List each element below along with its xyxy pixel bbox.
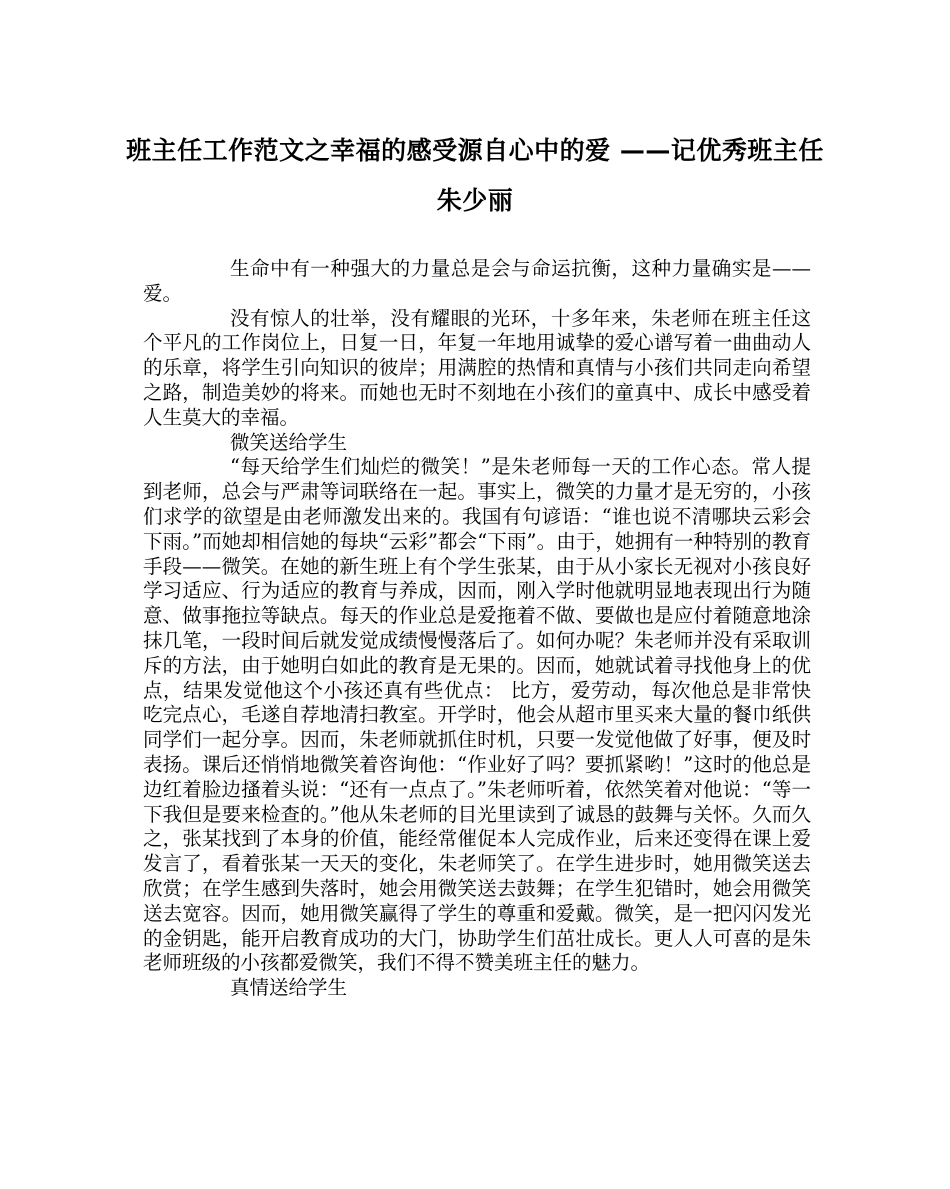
section-heading-smile: 微笑送给学生 [230, 430, 348, 454]
section-heading-sincerity: 真情送给学生 [230, 976, 348, 1000]
paragraph-overview: 没有惊人的壮举，没有耀眼的光环，十多年来，朱老师在班主任这个平凡的工作岗位上，日复一日，年复一年地用诚挚的爱心谱写着一曲曲动人的乐章，将学生引向知识的彼岸；用满腔的热情和真情与小孩们共同走向希望之路，制造美妙的将来。而她也无时不刻地在小孩们的童真中、成长中感受着人生莫大的幸福。 [143, 306, 811, 429]
paragraph-smile-story: “每天给学生们灿烂的微笑！”是朱老师每一天的工作心态。常人提到老师，总会与严肃等词联络在一起。事实上，微笑的力量才是无穷的，小孩们求学的欲望是由老师激发出来的。我国有句谚语：“谁也说不清哪块云彩会下雨。”而她却相信她的每块“云彩”都会“下雨”。由于，她拥有一种特别的教育手段——微笑。在她的新生班上有个学生张某，由于从小家长无视对小孩良好学习适应、行为适应的教育与养成，因而，刚入学时他就明显地表现出行为随意、做事拖拉等缺点。每天的作业总是爱拖着不做、要做也是应付着随意地涂抹几笔，一段时间后就发觉成绩慢慢落后了。如何办呢？朱老师并没有采取训斥的方法，由于她明白如此的教育是无果的。因而，她就试着寻找他身上的优点，结果发觉他这个小孩还真有些优点： 比方，爱劳动，每次他总是非常快吃完点心，毛遂自荐地清扫教室。开学时，他会从超市里买来大量的餐巾纸供同学们一起分享。因而，朱老师就抓住时机，只要一发觉他做了好事，便及时表扬。课后还悄悄地微笑着咨询他：“作业好了吗？要抓紧哟！”这时的他总是边红着脸边搔着头说：“还有一点点了。”朱老师听着，依然笑着对他说：“等一下我但是要来检查的。”他从朱老师的目光里读到了诚恳的鼓舞与关怀。久而久之，张某找到了本身的价值，能经常催促本人完成作业，后来还变得在课上爱发言了，看着张某一天天的变化，朱老师笑了。在学生进步时，她用微笑送去欣赏；在学生感到失落时，她会用微笑送去鼓舞；在学生犯错时，她会用微笑送去宽容。因而，她用微笑赢得了学生的尊重和爱戴。微笑，是一把闪闪发光的金钥匙，能开启教育成功的大门，协助学生们茁壮成长。更人人可喜的是朱老师班级的小孩都爱微笑，我们不得不赞美班主任的魅力。 [143, 455, 811, 975]
document-title: 班主任工作范文之幸福的感受源自心中的爱 ——记优秀班主任朱少丽 [126, 136, 824, 215]
paragraph-intro: 生命中有一种强大的力量总是会与命运抗衡，这种力量确实是——爱。 [143, 257, 811, 305]
document-body [143, 257, 811, 1001]
